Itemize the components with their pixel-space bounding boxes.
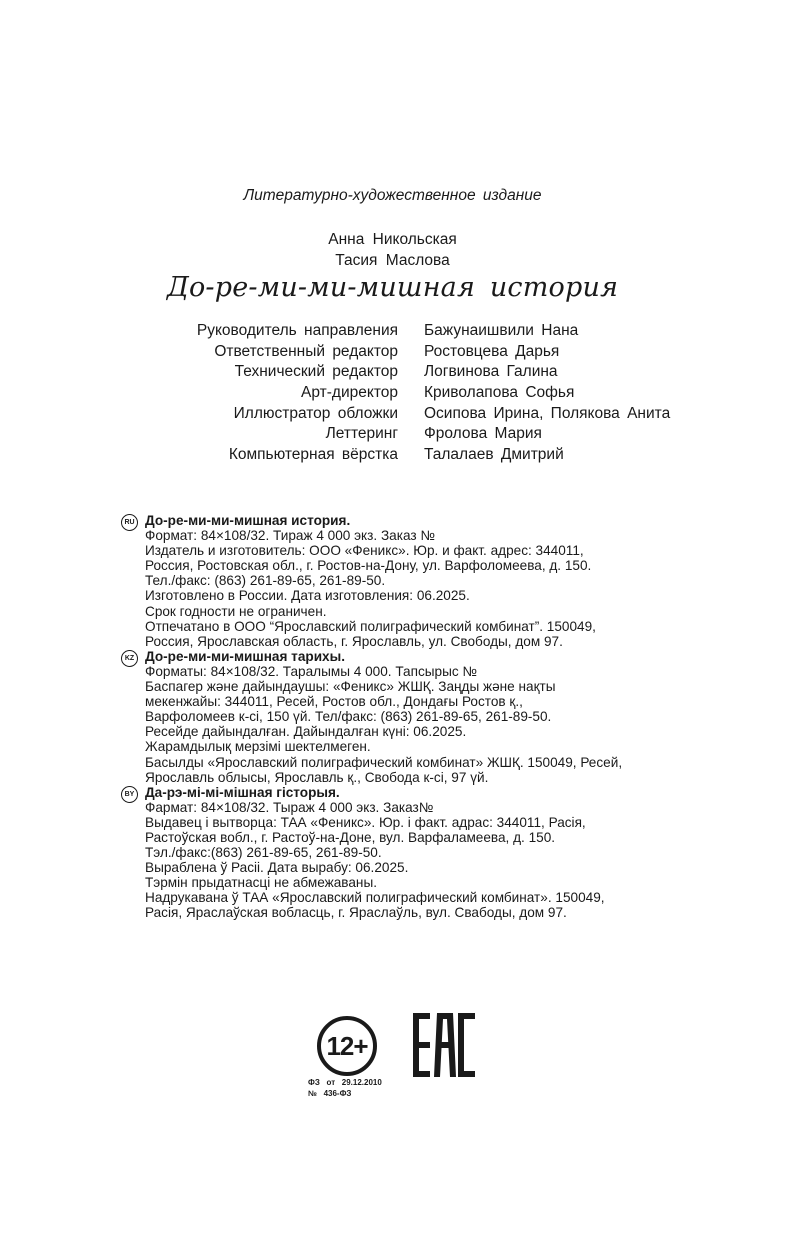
imprint-section <box>121 513 721 921</box>
imprint-block-kz <box>121 649 721 785</box>
imprint-line: Издатель и изготовитель: ООО «Феникс». Юр. и факт. адрес: 344011, <box>145 543 584 559</box>
imprint-title: До-ре-ми-ми-мишная история. <box>145 513 351 528</box>
kz-language-badge: KZ <box>121 650 138 667</box>
imprint-line: Ресейде дайындалған. Дайындалған күнi: 06.2025. <box>145 724 467 740</box>
imprint-line: Расія, Яраслаўская вобласць, г. Яраслаўль, вул. Свабоды, дом 97. <box>145 905 567 921</box>
imprint-block-ru <box>121 513 721 649</box>
imprint-line: Изготовлено в России. Дата изготовления: 06.2025. <box>145 588 470 604</box>
imprint-line: Басылды «Ярославский полиграфический комбинат» ЖШҚ. 150049, Ресей, <box>145 754 623 770</box>
credit-name: Ростовцева Дарья <box>424 342 560 360</box>
credit-row <box>0 425 785 446</box>
imprint-block-by <box>121 785 721 921</box>
imprint-line: Форматы: 84×108/32. Таралымы 4 000. Тапсырыс № <box>145 663 478 679</box>
imprint-line: Отпечатано в ООО “Ярославский полиграфический комбинат”. 150049, <box>145 618 596 634</box>
credit-row <box>0 405 785 426</box>
law-reference-line: ФЗ от 29.12.2010 <box>308 1078 382 1087</box>
credit-role: Иллюстратор обложки <box>233 404 398 422</box>
credit-role: Леттеринг <box>325 425 398 443</box>
illustrator-name: Тасия Маслова <box>335 252 450 269</box>
imprint-line: Формат: 84×108/32. Тираж 4 000 экз. Заказ № <box>145 528 435 544</box>
credit-row <box>0 343 785 364</box>
credit-role: Ответственный редактор <box>214 342 398 360</box>
credits-list <box>0 322 785 467</box>
imprint-line: Тэл./факс:(863) 261-89-65, 261-89-50. <box>145 845 382 861</box>
by-language-badge: BY <box>121 786 138 803</box>
credit-row <box>0 322 785 343</box>
edition-type: Литературно-художественное издание <box>243 187 542 204</box>
credit-row <box>0 384 785 405</box>
credit-name: Талалаев Дмитрий <box>424 446 564 464</box>
imprint-line: Растоўская вобл., г. Растоў-на-Доне, вул. Варфаламеева, д. 150. <box>145 829 556 845</box>
age-rating-badge: 12+ <box>317 1016 377 1076</box>
ru-language-badge: RU <box>121 514 138 531</box>
book-title: До-ре-ми-ми-мишная история <box>166 272 619 303</box>
credit-role: Арт-директор <box>301 384 398 402</box>
imprint-line: Ярославль облысы, Ярославль қ., Свобода к-сi, 97 үй. <box>145 769 489 785</box>
credit-role: Компьютерная вёрстка <box>228 446 398 464</box>
credit-role: Технический редактор <box>234 363 398 381</box>
imprint-line: Баспагер және дайындаушы: «Феникс» ЖШҚ. Заңды және нақты <box>145 679 556 695</box>
imprint-line: мекенжайы: 344011, Ресей, Ростов обл., Дондағы Ростов қ., <box>145 694 523 710</box>
imprint-title: До-ре-ми-ми-мишная тарихы. <box>145 648 345 664</box>
imprint-line: Варфоломеев к-сi, 150 үй. Тел/факс: (863) 261-89-65, 261-89-50. <box>145 709 552 725</box>
eac-certification-icon <box>413 1013 475 1077</box>
imprint-line: Тел./факс: (863) 261-89-65, 261-89-50. <box>145 573 386 589</box>
credit-row <box>0 446 785 467</box>
credit-row <box>0 363 785 384</box>
imprint-line: Надрукавана ў ТАА «Ярославский полиграфический комбинат». 150049, <box>145 890 605 906</box>
imprint-line: Тэрмін прыдатнасці не абмежаваны. <box>145 875 377 891</box>
imprint-line: Фармат: 84×108/32. Тыраж 4 000 экз. Заказ№ <box>145 799 434 815</box>
imprint-line: Выраблена ў Расіі. Дата вырабу: 06.2025. <box>145 860 409 876</box>
imprint-title: Да-рэ-мі-мі-мішная гісторыя. <box>145 784 340 800</box>
credit-name: Бажунаишвили Нана <box>424 322 579 339</box>
author-name: Анна Никольская <box>328 231 457 248</box>
credit-name: Осипова Ирина, Полякова Анита <box>424 404 671 422</box>
imprint-line: Россия, Ярославская область, г. Ярославль, ул. Свободы, дом 97. <box>145 633 563 649</box>
imprint-line: Россия, Ростовская обл., г. Ростов-на-Дону, ул. Варфоломеева, д. 150. <box>145 558 592 574</box>
imprint-line: Срок годности не ограничен. <box>145 603 327 619</box>
credit-name: Фролова Мария <box>424 425 542 443</box>
law-reference-line: № 436-ФЗ <box>308 1089 352 1098</box>
credit-name: Криволапова Софья <box>424 384 575 402</box>
imprint-line: Выдавец і вытворца: ТАА «Феникс». Юр. і факт. адрас: 344011, Расія, <box>145 814 586 830</box>
credit-name: Логвинова Галина <box>424 363 558 381</box>
credit-role: Руководитель направления <box>196 322 398 339</box>
imprint-line: Жарамдылық мерзiмi шектелмеген. <box>145 739 371 755</box>
